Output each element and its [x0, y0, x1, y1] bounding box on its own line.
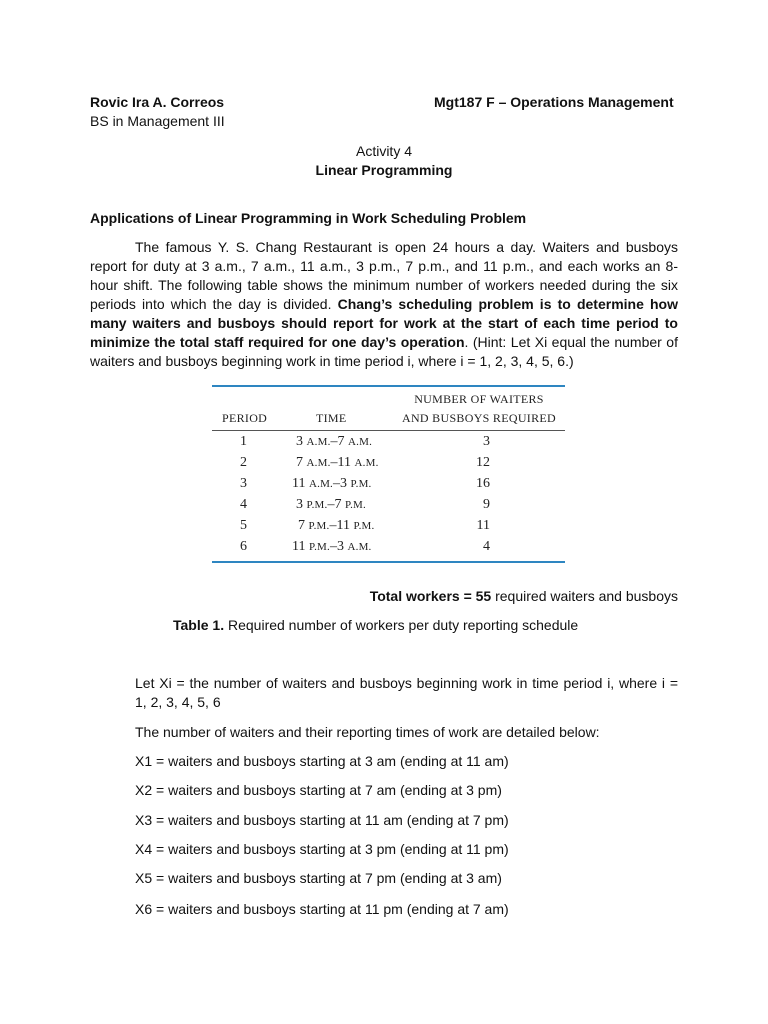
table-bottom-rule	[212, 561, 565, 563]
intro-text-1: The famous Y. S. Chang Restaurant is open 24 hours a day. Waiters and busboys report for duty at 3 a.m., 7 a.m., 11 a.m., 3 p.m., 7 p.m., and 11 p.m., and each works an 8-hour shift. The following table shows the minimum number of workers needed during the six periods into which the day is divided.	[90, 239, 678, 312]
header-required-line2: AND BUSBOYS REQUIRED	[401, 411, 556, 425]
list-item: X6 = waiters and busboys starting at 11 pm (ending at 7 am)	[135, 901, 509, 917]
table-row	[212, 537, 565, 559]
cell-required: 9	[483, 497, 490, 512]
caption-label: Table 1.	[173, 617, 225, 633]
cell-required: 16	[476, 476, 490, 491]
table-row	[212, 432, 565, 454]
cell-time: 11 A.M.–3 P.M.	[292, 476, 372, 491]
total-workers-suffix: required waiters and busboys	[491, 588, 678, 604]
course-title: Mgt187 F – Operations Management	[434, 94, 674, 110]
table-header-rule	[212, 430, 565, 431]
list-item: X2 = waiters and busboys starting at 7 am (ending at 3 pm)	[135, 782, 502, 798]
cell-period: 2	[240, 455, 247, 470]
document-title: Linear Programming	[315, 162, 453, 178]
total-workers-label: Total workers = 55	[369, 588, 492, 604]
table-row	[212, 495, 565, 517]
cell-required: 12	[476, 455, 490, 470]
list-item: X3 = waiters and busboys starting at 11 am (ending at 7 pm)	[135, 812, 509, 828]
table-row	[212, 453, 565, 475]
author-name: Rovic Ira A. Correos	[90, 94, 225, 110]
intro-bold-text: Chang’s scheduling problem is to determine how many waiters and busboys should report for work at the start of each time period to minimize the total staff required for one day’s operation	[90, 296, 678, 350]
cell-time: 11 P.M.–3 A.M.	[292, 539, 372, 554]
list-item: X1 = waiters and busboys starting at 3 am (ending at 11 am)	[135, 753, 509, 769]
section-heading: Applications of Linear Programming in Work Scheduling Problem	[90, 210, 527, 226]
header-required-line1: NUMBER OF WAITERS	[414, 392, 544, 406]
cell-time: 3 A.M.–7 A.M.	[296, 434, 373, 449]
table-row	[212, 474, 565, 496]
cell-time: 7 P.M.–11 P.M.	[298, 518, 375, 533]
cell-period: 3	[240, 476, 247, 491]
table-top-rule	[212, 385, 565, 387]
cell-required: 3	[483, 434, 490, 449]
cell-period: 1	[240, 434, 247, 449]
intro-paragraph	[90, 238, 678, 371]
list-item: X4 = waiters and busboys starting at 3 pm (ending at 11 pm)	[135, 841, 509, 857]
table-caption	[173, 616, 578, 634]
table-row	[212, 516, 565, 538]
list-item: X5 = waiters and busboys starting at 7 pm (ending at 3 am)	[135, 870, 502, 886]
cell-time: 7 A.M.–11 A.M.	[296, 455, 379, 470]
cell-period: 5	[240, 518, 247, 533]
intro-text-2: . (Hint: Let Xi equal the number of waiters and busboys beginning work in time period i, where i = 1, 2, 3, 4, 5, 6.)	[90, 334, 678, 369]
header-period: PERIOD	[222, 411, 268, 425]
cell-period: 6	[240, 539, 247, 554]
cell-required: 4	[483, 539, 490, 554]
details-intro: The number of waiters and their reporting times of work are detailed below:	[135, 724, 600, 740]
caption-text: Required number of workers per duty reporting schedule	[224, 617, 579, 633]
cell-period: 4	[240, 497, 247, 512]
cell-time: 3 P.M.–7 P.M.	[296, 497, 366, 512]
cell-required: 11	[476, 518, 490, 533]
variable-definition: Let Xi = the number of waiters and busboys beginning work in time period i, where i = 1, 2, 3, 4, 5, 6	[135, 675, 678, 710]
activity-number: Activity 4	[355, 143, 412, 159]
header-time: TIME	[316, 411, 347, 425]
total-workers-line	[370, 587, 678, 605]
program-label: BS in Management III	[90, 113, 225, 129]
